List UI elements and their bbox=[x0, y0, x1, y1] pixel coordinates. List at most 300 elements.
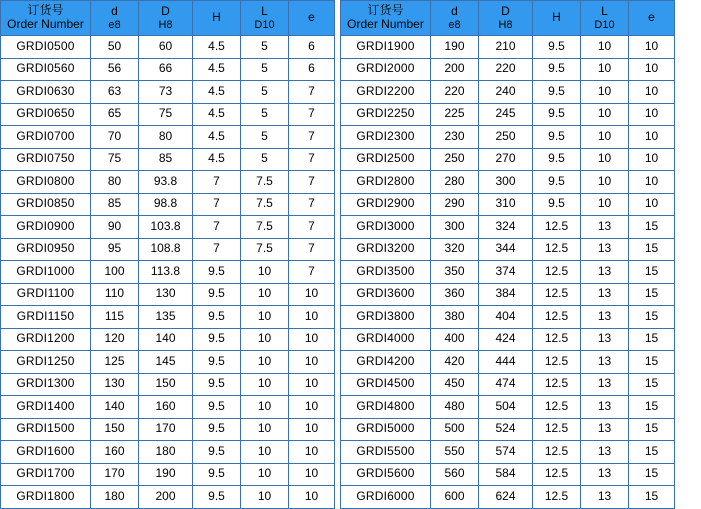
cell-e: 15 bbox=[629, 306, 675, 329]
cell-D: 270 bbox=[479, 148, 533, 171]
cell-e: 15 bbox=[629, 283, 675, 306]
header-order-number bbox=[341, 1, 431, 36]
cell-D: 135 bbox=[139, 306, 193, 329]
cell-H: 9.5 bbox=[533, 36, 581, 59]
cell-H: 9.5 bbox=[193, 418, 241, 441]
cell-L: 13 bbox=[581, 328, 629, 351]
cell-d: 85 bbox=[91, 193, 139, 216]
cell-d: 550 bbox=[431, 441, 479, 464]
cell-d: 180 bbox=[91, 486, 139, 509]
cell-d: 110 bbox=[91, 283, 139, 306]
cell-d: 170 bbox=[91, 463, 139, 486]
cell-L: 10 bbox=[581, 36, 629, 59]
cell-e: 15 bbox=[629, 328, 675, 351]
cell-D: 310 bbox=[479, 193, 533, 216]
table-row bbox=[1, 463, 335, 486]
header-e bbox=[629, 1, 675, 36]
cell-order-number: GRDI1250 bbox=[1, 351, 91, 374]
header-H-symbol: H bbox=[552, 10, 561, 25]
cell-H: 12.5 bbox=[533, 441, 581, 464]
cell-e: 7 bbox=[289, 216, 335, 239]
cell-D: 344 bbox=[479, 238, 533, 261]
cell-d: 225 bbox=[431, 103, 479, 126]
header-L-symbol: L bbox=[601, 3, 608, 18]
table-row bbox=[1, 103, 335, 126]
cell-order-number: GRDI0800 bbox=[1, 171, 91, 194]
table-row bbox=[341, 418, 675, 441]
cell-H: 9.5 bbox=[193, 283, 241, 306]
cell-L: 10 bbox=[241, 441, 289, 464]
cell-D: 504 bbox=[479, 396, 533, 419]
cell-e: 10 bbox=[289, 418, 335, 441]
cell-d: 350 bbox=[431, 261, 479, 284]
cell-D: 130 bbox=[139, 283, 193, 306]
cell-L: 13 bbox=[581, 396, 629, 419]
cell-d: 320 bbox=[431, 238, 479, 261]
table-row bbox=[341, 283, 675, 306]
cell-order-number: GRDI1600 bbox=[1, 441, 91, 464]
table-row bbox=[1, 328, 335, 351]
cell-L: 13 bbox=[581, 486, 629, 509]
cell-H: 9.5 bbox=[193, 328, 241, 351]
header-e-symbol: e bbox=[648, 10, 655, 25]
cell-order-number: GRDI3200 bbox=[341, 238, 431, 261]
header-d bbox=[431, 1, 479, 36]
cell-d: 400 bbox=[431, 328, 479, 351]
header-L-tolerance: D10 bbox=[254, 18, 275, 31]
cell-d: 280 bbox=[431, 171, 479, 194]
cell-e: 10 bbox=[629, 126, 675, 149]
cell-d: 90 bbox=[91, 216, 139, 239]
cell-H: 9.5 bbox=[533, 126, 581, 149]
cell-H: 4.5 bbox=[193, 81, 241, 104]
cell-order-number: GRDI5600 bbox=[341, 463, 431, 486]
cell-order-number: GRDI1300 bbox=[1, 373, 91, 396]
cell-H: 9.5 bbox=[533, 103, 581, 126]
cell-order-number: GRDI1200 bbox=[1, 328, 91, 351]
table-row bbox=[1, 373, 335, 396]
cell-L: 5 bbox=[241, 58, 289, 81]
cell-order-number: GRDI4000 bbox=[341, 328, 431, 351]
cell-e: 10 bbox=[289, 283, 335, 306]
cell-e: 15 bbox=[629, 373, 675, 396]
cell-d: 300 bbox=[431, 216, 479, 239]
cell-H: 9.5 bbox=[193, 373, 241, 396]
cell-H: 9.5 bbox=[193, 486, 241, 509]
cell-order-number: GRDI2900 bbox=[341, 193, 431, 216]
cell-D: 584 bbox=[479, 463, 533, 486]
cell-order-number: GRDI0900 bbox=[1, 216, 91, 239]
cell-d: 140 bbox=[91, 396, 139, 419]
cell-d: 160 bbox=[91, 441, 139, 464]
cell-d: 420 bbox=[431, 351, 479, 374]
cell-e: 7 bbox=[289, 126, 335, 149]
table-row bbox=[1, 351, 335, 374]
cell-order-number: GRDI0650 bbox=[1, 103, 91, 126]
cell-H: 12.5 bbox=[533, 216, 581, 239]
cell-D: 220 bbox=[479, 58, 533, 81]
cell-d: 230 bbox=[431, 126, 479, 149]
table-row bbox=[1, 36, 335, 59]
cell-D: 66 bbox=[139, 58, 193, 81]
cell-L: 13 bbox=[581, 351, 629, 374]
cell-order-number: GRDI2300 bbox=[341, 126, 431, 149]
cell-D: 160 bbox=[139, 396, 193, 419]
cell-L: 10 bbox=[241, 463, 289, 486]
cell-e: 10 bbox=[289, 306, 335, 329]
header-order-number-en: Order Number bbox=[7, 17, 84, 31]
cell-order-number: GRDI1800 bbox=[1, 486, 91, 509]
table-row bbox=[1, 441, 335, 464]
cell-D: 404 bbox=[479, 306, 533, 329]
header-D-symbol: D bbox=[501, 3, 510, 18]
header-D-tolerance: H8 bbox=[158, 18, 173, 31]
cell-H: 9.5 bbox=[193, 261, 241, 284]
header-D-symbol: D bbox=[161, 3, 170, 18]
cell-e: 15 bbox=[629, 463, 675, 486]
cell-L: 10 bbox=[581, 81, 629, 104]
cell-e: 15 bbox=[629, 441, 675, 464]
table-row bbox=[341, 126, 675, 149]
cell-D: 374 bbox=[479, 261, 533, 284]
cell-L: 10 bbox=[241, 306, 289, 329]
cell-order-number: GRDI4800 bbox=[341, 396, 431, 419]
cell-L: 7.5 bbox=[241, 238, 289, 261]
cell-H: 9.5 bbox=[193, 463, 241, 486]
table-row bbox=[341, 36, 675, 59]
cell-e: 10 bbox=[289, 396, 335, 419]
cell-d: 190 bbox=[431, 36, 479, 59]
cell-d: 450 bbox=[431, 373, 479, 396]
cell-D: 103.8 bbox=[139, 216, 193, 239]
cell-d: 56 bbox=[91, 58, 139, 81]
cell-L: 13 bbox=[581, 418, 629, 441]
cell-d: 100 bbox=[91, 261, 139, 284]
header-order-number-cn: 订货号 bbox=[367, 3, 404, 18]
cell-d: 560 bbox=[431, 463, 479, 486]
cell-H: 12.5 bbox=[533, 306, 581, 329]
cell-H: 9.5 bbox=[533, 171, 581, 194]
cell-L: 10 bbox=[241, 373, 289, 396]
cell-order-number: GRDI3000 bbox=[341, 216, 431, 239]
table-row bbox=[341, 373, 675, 396]
cell-L: 10 bbox=[241, 261, 289, 284]
header-L-tolerance: D10 bbox=[594, 18, 615, 31]
cell-H: 9.5 bbox=[533, 58, 581, 81]
table-header-row bbox=[1, 1, 335, 36]
table-row bbox=[1, 126, 335, 149]
cell-d: 500 bbox=[431, 418, 479, 441]
table-row bbox=[1, 396, 335, 419]
cell-D: 170 bbox=[139, 418, 193, 441]
table-row bbox=[341, 58, 675, 81]
cell-e: 6 bbox=[289, 36, 335, 59]
cell-d: 290 bbox=[431, 193, 479, 216]
cell-L: 10 bbox=[241, 396, 289, 419]
cell-H: 9.5 bbox=[193, 441, 241, 464]
cell-D: 180 bbox=[139, 441, 193, 464]
cell-D: 60 bbox=[139, 36, 193, 59]
cell-H: 12.5 bbox=[533, 396, 581, 419]
cell-L: 13 bbox=[581, 261, 629, 284]
table-row bbox=[341, 328, 675, 351]
table-row bbox=[1, 486, 335, 509]
cell-order-number: GRDI2200 bbox=[341, 81, 431, 104]
cell-H: 4.5 bbox=[193, 103, 241, 126]
table-row bbox=[341, 486, 675, 509]
table-row bbox=[341, 148, 675, 171]
cell-d: 65 bbox=[91, 103, 139, 126]
spec-table-right bbox=[340, 0, 675, 509]
cell-L: 5 bbox=[241, 126, 289, 149]
cell-H: 12.5 bbox=[533, 261, 581, 284]
table-row bbox=[341, 396, 675, 419]
header-H bbox=[193, 1, 241, 36]
cell-L: 5 bbox=[241, 148, 289, 171]
cell-order-number: GRDI3800 bbox=[341, 306, 431, 329]
cell-d: 70 bbox=[91, 126, 139, 149]
cell-D: 300 bbox=[479, 171, 533, 194]
cell-d: 63 bbox=[91, 81, 139, 104]
cell-order-number: GRDI5500 bbox=[341, 441, 431, 464]
header-L bbox=[581, 1, 629, 36]
cell-d: 75 bbox=[91, 148, 139, 171]
cell-e: 15 bbox=[629, 418, 675, 441]
table-row bbox=[1, 216, 335, 239]
cell-e: 10 bbox=[629, 81, 675, 104]
cell-D: 145 bbox=[139, 351, 193, 374]
cell-L: 7.5 bbox=[241, 216, 289, 239]
cell-L: 13 bbox=[581, 238, 629, 261]
cell-H: 7 bbox=[193, 193, 241, 216]
cell-e: 10 bbox=[629, 58, 675, 81]
table-row bbox=[341, 306, 675, 329]
cell-H: 9.5 bbox=[533, 193, 581, 216]
cell-d: 120 bbox=[91, 328, 139, 351]
cell-order-number: GRDI2500 bbox=[341, 148, 431, 171]
cell-e: 7 bbox=[289, 261, 335, 284]
table-row bbox=[341, 81, 675, 104]
cell-H: 9.5 bbox=[533, 148, 581, 171]
cell-d: 250 bbox=[431, 148, 479, 171]
cell-L: 10 bbox=[241, 283, 289, 306]
cell-e: 7 bbox=[289, 103, 335, 126]
cell-order-number: GRDI1000 bbox=[1, 261, 91, 284]
cell-e: 15 bbox=[629, 216, 675, 239]
table-row bbox=[341, 238, 675, 261]
cell-D: 210 bbox=[479, 36, 533, 59]
cell-order-number: GRDI0750 bbox=[1, 148, 91, 171]
cell-D: 108.8 bbox=[139, 238, 193, 261]
cell-e: 10 bbox=[289, 373, 335, 396]
cell-D: 85 bbox=[139, 148, 193, 171]
cell-order-number: GRDI2250 bbox=[341, 103, 431, 126]
cell-L: 5 bbox=[241, 36, 289, 59]
header-D-tolerance: H8 bbox=[498, 18, 513, 31]
cell-order-number: GRDI0500 bbox=[1, 36, 91, 59]
cell-d: 600 bbox=[431, 486, 479, 509]
cell-D: 574 bbox=[479, 441, 533, 464]
cell-e: 10 bbox=[289, 486, 335, 509]
header-L bbox=[241, 1, 289, 36]
cell-H: 12.5 bbox=[533, 328, 581, 351]
cell-D: 93.8 bbox=[139, 171, 193, 194]
cell-L: 5 bbox=[241, 81, 289, 104]
cell-H: 4.5 bbox=[193, 36, 241, 59]
header-d-symbol: d bbox=[451, 3, 458, 18]
cell-D: 98.8 bbox=[139, 193, 193, 216]
table-row bbox=[341, 351, 675, 374]
cell-D: 250 bbox=[479, 126, 533, 149]
cell-d: 80 bbox=[91, 171, 139, 194]
cell-e: 10 bbox=[629, 148, 675, 171]
cell-e: 15 bbox=[629, 486, 675, 509]
header-order-number-cn: 订货号 bbox=[27, 3, 64, 18]
cell-e: 7 bbox=[289, 238, 335, 261]
cell-D: 73 bbox=[139, 81, 193, 104]
cell-L: 13 bbox=[581, 373, 629, 396]
cell-e: 15 bbox=[629, 238, 675, 261]
cell-H: 7 bbox=[193, 238, 241, 261]
header-d-tolerance: e8 bbox=[448, 18, 461, 31]
table-row bbox=[1, 306, 335, 329]
cell-d: 130 bbox=[91, 373, 139, 396]
cell-D: 324 bbox=[479, 216, 533, 239]
cell-order-number: GRDI3500 bbox=[341, 261, 431, 284]
cell-H: 4.5 bbox=[193, 148, 241, 171]
cell-H: 12.5 bbox=[533, 373, 581, 396]
header-L-symbol: L bbox=[261, 3, 268, 18]
cell-L: 10 bbox=[581, 103, 629, 126]
cell-order-number: GRDI1900 bbox=[341, 36, 431, 59]
cell-e: 15 bbox=[629, 261, 675, 284]
table-row bbox=[341, 261, 675, 284]
cell-L: 10 bbox=[581, 171, 629, 194]
table-row bbox=[341, 463, 675, 486]
spec-table-left bbox=[0, 0, 335, 509]
cell-order-number: GRDI0950 bbox=[1, 238, 91, 261]
header-order-number bbox=[1, 1, 91, 36]
table-row bbox=[341, 441, 675, 464]
cell-order-number: GRDI0850 bbox=[1, 193, 91, 216]
cell-e: 15 bbox=[629, 351, 675, 374]
cell-e: 10 bbox=[289, 351, 335, 374]
header-d-symbol: d bbox=[111, 3, 118, 18]
table-row bbox=[341, 103, 675, 126]
table-row bbox=[1, 283, 335, 306]
cell-order-number: GRDI0630 bbox=[1, 81, 91, 104]
table-row bbox=[1, 58, 335, 81]
cell-L: 13 bbox=[581, 216, 629, 239]
cell-e: 15 bbox=[629, 396, 675, 419]
cell-H: 12.5 bbox=[533, 463, 581, 486]
cell-order-number: GRDI6000 bbox=[341, 486, 431, 509]
cell-e: 7 bbox=[289, 81, 335, 104]
cell-d: 380 bbox=[431, 306, 479, 329]
cell-L: 5 bbox=[241, 103, 289, 126]
cell-order-number: GRDI1100 bbox=[1, 283, 91, 306]
cell-H: 12.5 bbox=[533, 283, 581, 306]
cell-D: 80 bbox=[139, 126, 193, 149]
header-e-symbol: e bbox=[308, 10, 315, 25]
cell-e: 10 bbox=[629, 36, 675, 59]
header-D bbox=[479, 1, 533, 36]
cell-L: 10 bbox=[241, 486, 289, 509]
cell-H: 12.5 bbox=[533, 418, 581, 441]
cell-e: 7 bbox=[289, 171, 335, 194]
cell-d: 480 bbox=[431, 396, 479, 419]
cell-d: 95 bbox=[91, 238, 139, 261]
cell-order-number: GRDI0560 bbox=[1, 58, 91, 81]
cell-D: 190 bbox=[139, 463, 193, 486]
cell-L: 13 bbox=[581, 463, 629, 486]
cell-e: 6 bbox=[289, 58, 335, 81]
table-row bbox=[1, 148, 335, 171]
cell-D: 200 bbox=[139, 486, 193, 509]
cell-d: 220 bbox=[431, 81, 479, 104]
header-d-tolerance: e8 bbox=[108, 18, 121, 31]
cell-L: 10 bbox=[581, 58, 629, 81]
cell-L: 7.5 bbox=[241, 193, 289, 216]
cell-e: 10 bbox=[289, 328, 335, 351]
cell-H: 7 bbox=[193, 216, 241, 239]
cell-e: 10 bbox=[629, 193, 675, 216]
cell-e: 10 bbox=[289, 441, 335, 464]
cell-H: 9.5 bbox=[533, 81, 581, 104]
cell-H: 9.5 bbox=[193, 351, 241, 374]
table-row bbox=[1, 193, 335, 216]
cell-L: 13 bbox=[581, 441, 629, 464]
cell-L: 10 bbox=[241, 351, 289, 374]
cell-D: 624 bbox=[479, 486, 533, 509]
cell-order-number: GRDI2000 bbox=[341, 58, 431, 81]
table-row bbox=[1, 261, 335, 284]
cell-H: 12.5 bbox=[533, 486, 581, 509]
cell-L: 10 bbox=[241, 328, 289, 351]
table-row bbox=[1, 81, 335, 104]
cell-L: 10 bbox=[581, 193, 629, 216]
cell-H: 12.5 bbox=[533, 238, 581, 261]
cell-D: 444 bbox=[479, 351, 533, 374]
header-order-number-en: Order Number bbox=[347, 17, 424, 31]
cell-L: 13 bbox=[581, 306, 629, 329]
cell-H: 4.5 bbox=[193, 126, 241, 149]
cell-order-number: GRDI5000 bbox=[341, 418, 431, 441]
cell-order-number: GRDI1500 bbox=[1, 418, 91, 441]
header-H bbox=[533, 1, 581, 36]
cell-L: 13 bbox=[581, 283, 629, 306]
cell-D: 150 bbox=[139, 373, 193, 396]
cell-order-number: GRDI1400 bbox=[1, 396, 91, 419]
cell-H: 9.5 bbox=[193, 306, 241, 329]
cell-L: 10 bbox=[581, 126, 629, 149]
table-row bbox=[341, 171, 675, 194]
cell-order-number: GRDI2800 bbox=[341, 171, 431, 194]
header-e bbox=[289, 1, 335, 36]
cell-e: 7 bbox=[289, 193, 335, 216]
table-row bbox=[1, 171, 335, 194]
cell-order-number: GRDI4500 bbox=[341, 373, 431, 396]
cell-order-number: GRDI4200 bbox=[341, 351, 431, 374]
cell-e: 7 bbox=[289, 148, 335, 171]
cell-D: 240 bbox=[479, 81, 533, 104]
cell-order-number: GRDI0700 bbox=[1, 126, 91, 149]
cell-D: 424 bbox=[479, 328, 533, 351]
cell-H: 9.5 bbox=[193, 396, 241, 419]
cell-d: 200 bbox=[431, 58, 479, 81]
table-row bbox=[1, 418, 335, 441]
cell-d: 150 bbox=[91, 418, 139, 441]
